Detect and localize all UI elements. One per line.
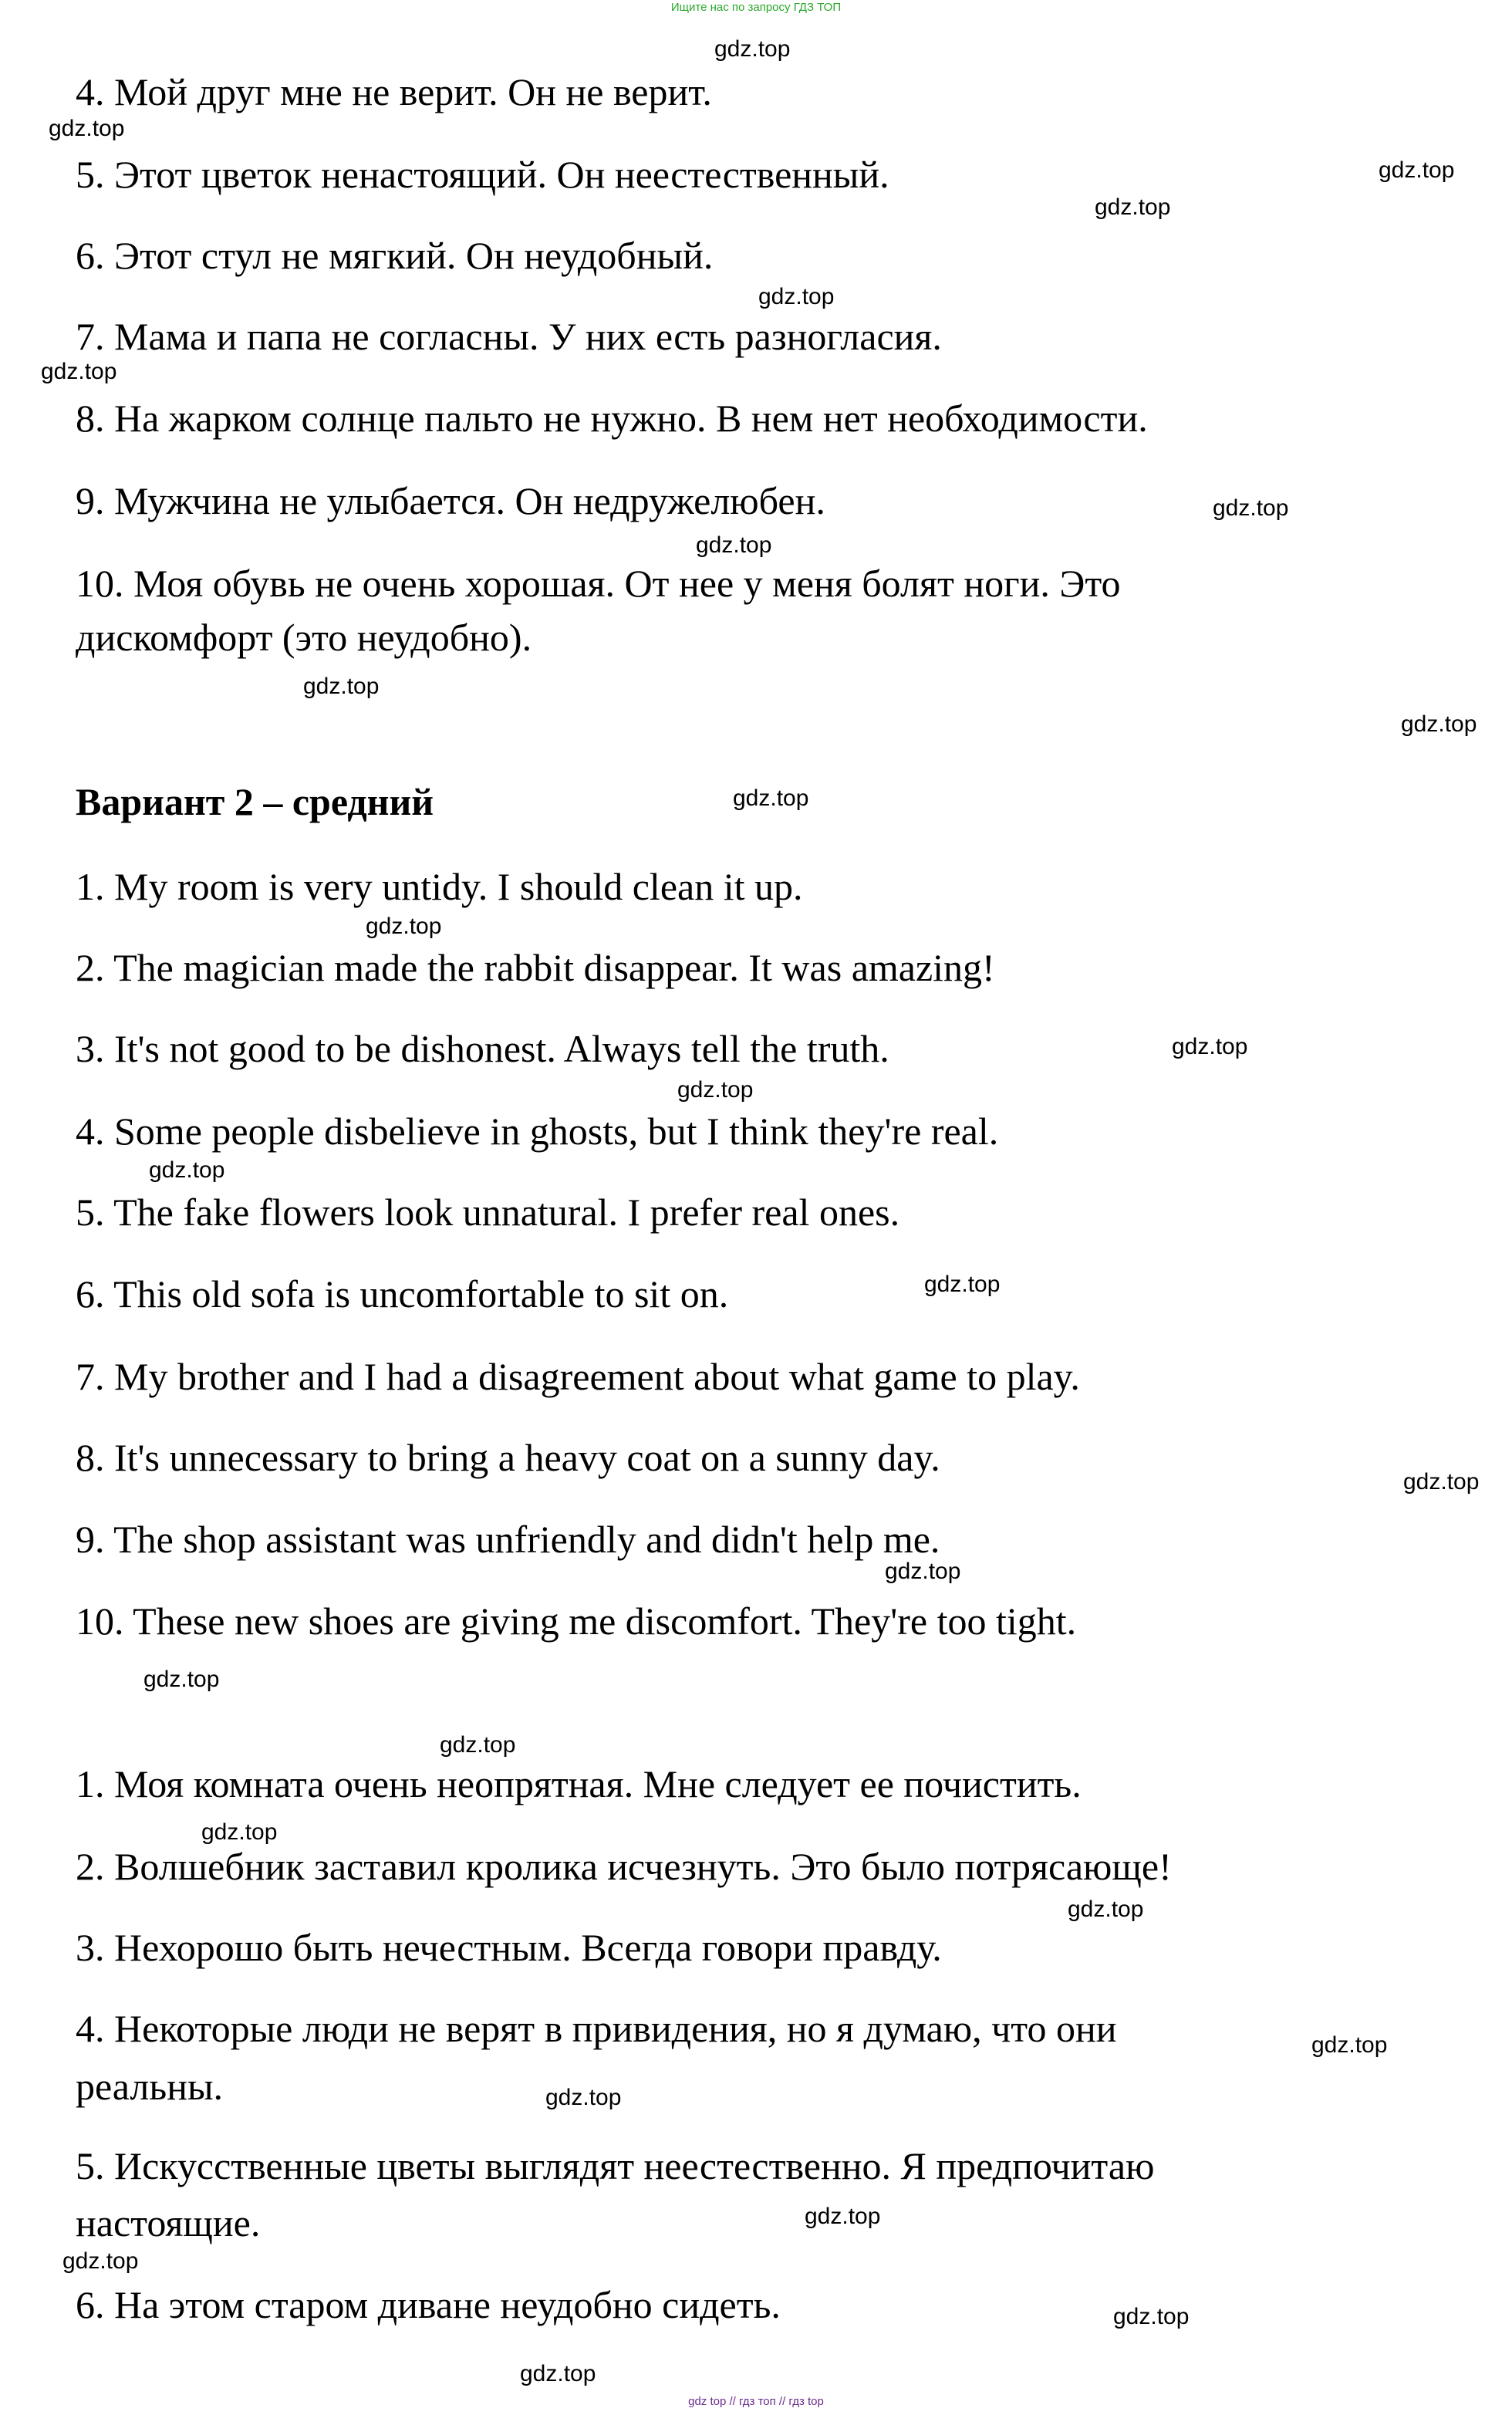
watermark: gdz.top <box>1311 2032 1388 2058</box>
russian-line-2: 2. Волшебник заставил кролика исчезнуть. Это было потрясающе! <box>76 1845 1172 1888</box>
watermark: gdz.top <box>41 359 117 384</box>
english-line-9: 9. The shop assistant was unfriendly and didn't help me. <box>76 1518 940 1561</box>
russian-line-1: 1. Моя комната очень неопрятная. Мне следует ее почистить. <box>76 1762 1082 1805</box>
english-line-2: 2. The magician made the rabbit disappear. It was amazing! <box>76 946 995 989</box>
translation-line-9: 9. Мужчина не улыбается. Он недружелюбен. <box>76 479 825 522</box>
section-heading-variant-2: Вариант 2 – средний <box>76 780 434 823</box>
watermark: gdz.top <box>1068 1897 1144 1922</box>
watermark: gdz.top <box>924 1272 1001 1297</box>
footer-site-note: gdz top // гдз топ // гдз top <box>688 2395 824 2408</box>
translation-line-8: 8. На жарком солнце пальто не нужно. В нем нет необходимости. <box>76 397 1148 440</box>
watermark: gdz.top <box>201 1819 278 1845</box>
translation-line-6: 6. Этот стул не мягкий. Он неудобный. <box>76 234 714 277</box>
watermark: gdz.top <box>1379 157 1455 183</box>
translation-line-10: 10. Моя обувь не очень хорошая. От нее у меня болят ноги. Это <box>76 562 1121 605</box>
russian-line-4-cont: реальны. <box>76 2065 224 2108</box>
translation-line-7: 7. Мама и папа не согласны. У них есть разногласия. <box>76 315 942 358</box>
english-line-6: 6. This old sofa is uncomfortable to sit on. <box>76 1272 729 1316</box>
russian-line-5-cont: настоящие. <box>76 2201 261 2244</box>
english-line-3: 3. It's not good to be dishonest. Always tell the truth. <box>76 1027 889 1070</box>
watermark: gdz.top <box>49 116 125 141</box>
watermark: gdz.top <box>696 532 772 558</box>
english-line-1: 1. My room is very untidy. I should clean it up. <box>76 865 803 908</box>
watermark: gdz.top <box>677 1077 754 1103</box>
russian-line-3: 3. Нехорошо быть нечестным. Всегда говори правду. <box>76 1926 942 1969</box>
watermark: gdz.top <box>1403 1469 1480 1495</box>
english-line-10: 10. These new shoes are giving me discomfort. They're too tight. <box>76 1599 1077 1643</box>
header-search-note: Ищите нас по запросу ГДЗ ТОП <box>670 1 842 14</box>
watermark: gdz.top <box>143 1667 220 1692</box>
watermark: gdz.top <box>1401 711 1477 737</box>
russian-line-5: 5. Искусственные цветы выглядят неестественно. Я предпочитаю <box>76 2144 1155 2187</box>
watermark: gdz.top <box>714 36 791 62</box>
translation-line-5: 5. Этот цветок ненастоящий. Он неестественный. <box>76 153 889 196</box>
watermark: gdz.top <box>1172 1034 1248 1059</box>
watermark: gdz.top <box>440 1732 516 1758</box>
translation-line-10-cont: дискомфорт (это неудобно). <box>76 616 532 659</box>
watermark: gdz.top <box>758 284 835 309</box>
watermark: gdz.top <box>149 1157 225 1183</box>
english-line-7: 7. My brother and I had a disagreement about what game to play. <box>76 1355 1080 1398</box>
translation-line-4: 4. Мой друг мне не верит. Он не верит. <box>76 70 712 113</box>
watermark: gdz.top <box>303 674 380 699</box>
watermark: gdz.top <box>733 785 809 811</box>
english-line-4: 4. Some people disbelieve in ghosts, but I think they're real. <box>76 1110 999 1153</box>
watermark: gdz.top <box>1095 194 1171 220</box>
russian-line-4: 4. Некоторые люди не верят в привидения, но я думаю, что они <box>76 2007 1117 2050</box>
watermark: gdz.top <box>520 2361 596 2386</box>
watermark: gdz.top <box>1113 2304 1190 2329</box>
watermark: gdz.top <box>545 2085 622 2110</box>
watermark: gdz.top <box>366 914 442 939</box>
russian-line-6: 6. На этом старом диване неудобно сидеть. <box>76 2283 781 2326</box>
watermark: gdz.top <box>1213 495 1289 521</box>
english-line-8: 8. It's unnecessary to bring a heavy coat on a sunny day. <box>76 1436 940 1479</box>
english-line-5: 5. The fake flowers look unnatural. I prefer real ones. <box>76 1191 900 1234</box>
watermark: gdz.top <box>805 2204 881 2229</box>
watermark: gdz.top <box>885 1559 961 1584</box>
watermark: gdz.top <box>62 2248 139 2274</box>
